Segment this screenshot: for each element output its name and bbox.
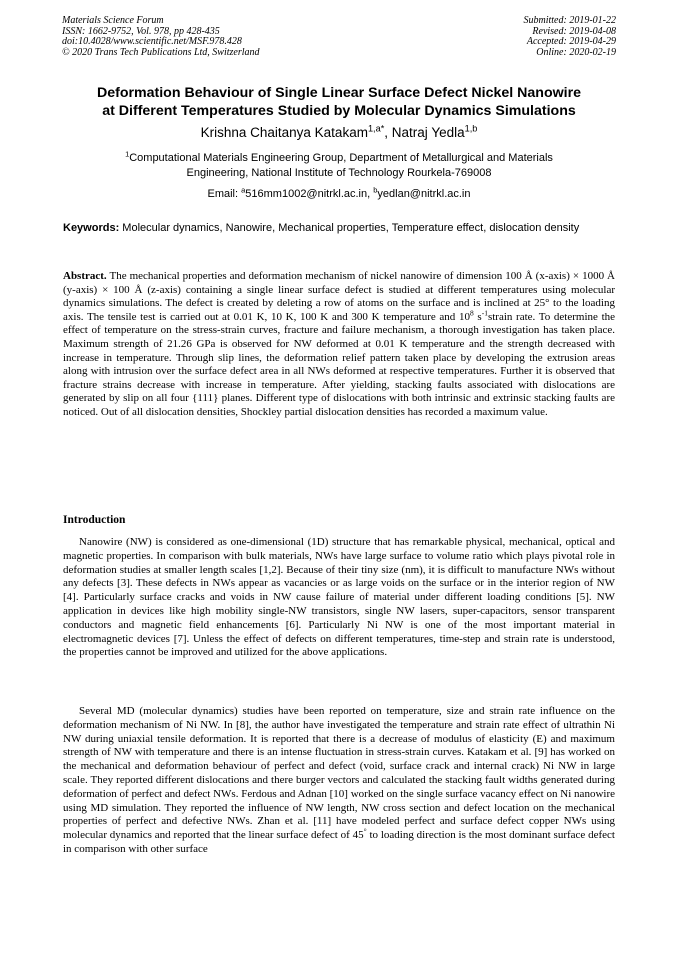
- abstract-label: Abstract.: [63, 270, 107, 282]
- journal-copyright: © 2020 Trans Tech Publications Ltd, Switzerland: [62, 46, 260, 58]
- body-paragraph: [63, 705, 615, 857]
- email-label: Email:: [207, 188, 242, 200]
- date-online: Online: 2020-02-19: [536, 46, 616, 58]
- affiliation-line: Computational Materials Engineering Group, Department of Metallurgical and Materials: [129, 152, 553, 164]
- date-submitted: Submitted: 2019-01-22: [523, 15, 616, 26]
- author-superscript: 1,a*: [367, 123, 385, 134]
- abstract-text: s: [473, 310, 482, 323]
- journal-info: [62, 16, 260, 58]
- journal-name: Materials Science Forum: [62, 15, 164, 26]
- title-line: Deformation Behaviour of Single Linear Surface Defect Nickel Nanowire: [96, 85, 582, 101]
- date-accepted: Accepted: 2019-04-29: [526, 36, 616, 47]
- affiliation-line: Engineering, National Institute of Technology Rourkela-769008: [186, 166, 492, 179]
- abstract-text: The mechanical properties and deformation mechanism of nickel nanowire of dimension 100 Å (x-axis) × 1000 Å (y-axis) × 100 Å (z-axis) containing a single linear surface defect is studied at different temperatures using molecular dynamics simulations. The defect is created by deleting a row of atoms on the surface and is inclined at 25° to the loading axis. The tensile test is carried out at 0.01 K, 10 K, 100 K and 300 K temperature and 10: [63, 270, 615, 323]
- abstract-text: strain rate. To determine the effect of temperature on the stress-strain curves, fracture and failure mechanism, a thorough investigation has taken place. Maximum strength of 21.26 GPa is observed for NW deformed at 0.01 K temperature and the strength decreased with increase in temperature. Through slip lines, the deformation relief pattern taken place by developing the extrusion areas along with intrusion over the surface defect area in all NWs deformed at respective temperatures. Further it is observed that fracture strains decrease with increase in temperature. After yielding, stacking faults associated with dislocations are generated by slip on all four {111} planes. Different type of dislocations with both intrinsic and extrinsic stacking faults are noticed. Out of all dislocation densities, Shockley partial dislocation densities has recorded a maximum value.: [63, 310, 616, 418]
- email-superscript: a: [241, 185, 246, 195]
- title-line: at Different Temperatures Studied by Molecular Dynamics Simulations: [102, 103, 576, 119]
- author-list: [50, 124, 628, 141]
- email-line: [50, 187, 628, 201]
- affiliation: [70, 151, 608, 180]
- paper-title: [50, 84, 628, 120]
- section-heading: Introduction: [63, 514, 126, 526]
- keywords: [63, 222, 615, 236]
- abstract: [63, 270, 615, 420]
- author-superscript: 1,b: [464, 123, 478, 134]
- email-address[interactable]: 516mm1002@nitrkl.ac.in,: [245, 188, 374, 200]
- author-name: Krishna Chaitanya Katakam: [200, 125, 368, 140]
- keywords-label: Keywords:: [63, 222, 120, 234]
- abstract-superscript: 8: [470, 308, 474, 318]
- email-superscript: b: [373, 185, 378, 195]
- affiliation-superscript: 1: [125, 149, 130, 159]
- paragraph-text: Several MD (molecular dynamics) studies have been reported on temperature, size and strain rate influence on the deformation mechanism of Ni NW. In [8], the author have investigated the temperature and strain rate effect of ultrathin Ni NW during uniaxial tensile deformation. It is reported that there is a decrease of modulus of elasticity (E) and maximum strength of NW with temperature and there is an intense fluctuation in stress-strain curves. Katakam et al. [9] has worked on the mechanical and deformation behaviour of perfect and defect (void, surface crack and internal crack) Ni NW in large scale. They reported different dislocations and there burger vectors and calculated the stacking fault widths generated during deformation of perfect and defect NWs. Ferdous and Adnan [10] worked on the single surface vacancy effect on Ni nanowire using MD simulation. They reported the influence of NW length, NW cross section and defect location on the mechanical properties of perfect and defective NWs. Zhan et al. [11] have modeled perfect and surface defect copper NWs using molecular dynamics and reported that the linear surface defect of 45: [63, 705, 615, 842]
- journal-doi: doi:10.4028/www.scientific.net/MSF.978.428: [62, 36, 242, 47]
- keywords-text: Molecular dynamics, Nanowire, Mechanical properties, Temperature effect, dislocation density: [119, 222, 580, 234]
- date-revised: Revised: 2019-04-08: [532, 25, 616, 37]
- publication-dates: [524, 16, 617, 58]
- degree-superscript: °: [363, 826, 367, 836]
- paragraph-text: to loading direction is the most dominant surface defect in comparison with other surface: [63, 829, 615, 855]
- email-address[interactable]: yedlan@nitrkl.ac.in: [377, 188, 471, 200]
- abstract-superscript: -1: [481, 308, 488, 318]
- author-name: Natraj Yedla: [391, 125, 465, 140]
- journal-issn: ISSN: 1662-9752, Vol. 978, pp 428-435: [62, 25, 220, 37]
- author-separator: ,: [384, 125, 392, 140]
- body-paragraph: Nanowire (NW) is considered as one-dimensional (1D) structure that has remarkable physical, mechanical, optical and magnetic properties. In comparison with bulk materials, NWs have large surface to volume ratio which plays pivotal role in deformation studies at smaller length scales [1,2]. Because of their tiny size (nm), it is difficult to manufacture NWs without any defects [3]. These defects in NWs appear as vacancies or as large voids on the surface or in the interior region of NW [4]. Particularly surface cracks and voids in NW cause failure of material under different loading conditions [5]. NW application in devices like high mobility single-NW transistors, single NW lasers, super-capacitors, sensor transparent conductors and magnetic field enhancements [6]. Particularly Ni NW is one of the most important material in electromagnetic devices [7]. Unless the effect of defects on different temperatures, time-step and strain rate is understood, the properties cannot be improved and utilized for the above applications.: [63, 536, 615, 659]
